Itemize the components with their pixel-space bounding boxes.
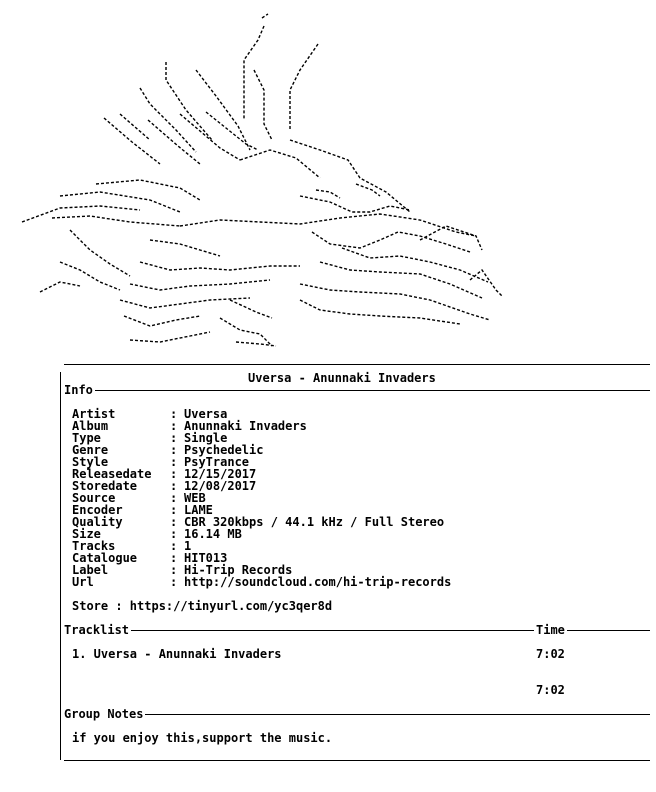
- release-title: Uversa - Anunnaki Invaders: [248, 371, 436, 385]
- info-key: Album: [72, 419, 109, 433]
- info-key: Url: [72, 575, 94, 589]
- info-separator: :: [170, 419, 178, 433]
- notes-text: if you enjoy this,support the music.: [72, 731, 333, 745]
- track-name: 1. Uversa - Anunnaki Invaders: [72, 647, 282, 661]
- store-line: Store : https://tinyurl.com/yc3qer8d: [72, 599, 333, 613]
- info-separator: :: [170, 455, 178, 469]
- notes-section-header: [64, 708, 650, 720]
- info-separator: :: [170, 491, 178, 505]
- info-value: 1: [184, 539, 192, 553]
- tracklist-label: Tracklist: [64, 623, 130, 637]
- info-value: Psychedelic: [184, 443, 264, 457]
- info-value: CBR 320kbps / 44.1 kHz / Full Stereo: [184, 515, 445, 529]
- info-key: Quality: [72, 515, 123, 529]
- info-value: WEB: [184, 491, 206, 505]
- info-key: Catalogue: [72, 551, 138, 565]
- info-separator: :: [170, 539, 178, 553]
- info-separator: :: [170, 431, 178, 445]
- top-rule: [64, 364, 650, 365]
- info-section-header: [64, 384, 650, 396]
- info-value: Single: [184, 431, 228, 445]
- info-value: Hi-Trip Records: [184, 563, 293, 577]
- tracklist-section-header: [64, 624, 650, 636]
- info-value: 12/08/2017: [184, 479, 257, 493]
- info-value: LAME: [184, 503, 213, 517]
- notes-label: Group Notes: [64, 707, 144, 721]
- info-value: PsyTrance: [184, 455, 250, 469]
- info-key: Genre: [72, 443, 109, 457]
- info-value: 12/15/2017: [184, 467, 257, 481]
- info-separator: :: [170, 443, 178, 457]
- info-separator: :: [170, 467, 178, 481]
- left-rule: [60, 372, 61, 760]
- nfo-panel: [60, 364, 650, 764]
- info-value: Uversa: [184, 407, 228, 421]
- info-key: Type: [72, 431, 101, 445]
- info-key: Releasedate: [72, 467, 152, 481]
- bottom-rule: [64, 760, 650, 761]
- info-label: Info: [64, 383, 93, 397]
- track-time: 7:02: [536, 647, 565, 661]
- info-value: http://soundcloud.com/hi-trip-records: [184, 575, 452, 589]
- total-time: 7:02: [536, 683, 565, 697]
- info-separator: :: [170, 503, 178, 517]
- info-separator: :: [170, 563, 178, 577]
- info-value: 16.14 MB: [184, 527, 242, 541]
- info-separator: :: [170, 479, 178, 493]
- info-key: Style: [72, 455, 109, 469]
- time-label: Time: [536, 623, 565, 637]
- info-separator: :: [170, 515, 178, 529]
- info-value: HIT013: [184, 551, 228, 565]
- info-separator: :: [170, 551, 178, 565]
- info-key: Artist: [72, 407, 116, 421]
- ascii-art-image: [0, 0, 656, 360]
- info-value: Anunnaki Invaders: [184, 419, 307, 433]
- info-key: Encoder: [72, 503, 123, 517]
- ascii-art-logo: [0, 0, 656, 360]
- info-key: Size: [72, 527, 101, 541]
- info-key: Storedate: [72, 479, 138, 493]
- info-key: Tracks: [72, 539, 116, 553]
- info-key: Label: [72, 563, 109, 577]
- info-separator: :: [170, 407, 178, 421]
- info-key: Source: [72, 491, 116, 505]
- info-separator: :: [170, 527, 178, 541]
- info-separator: :: [170, 575, 178, 589]
